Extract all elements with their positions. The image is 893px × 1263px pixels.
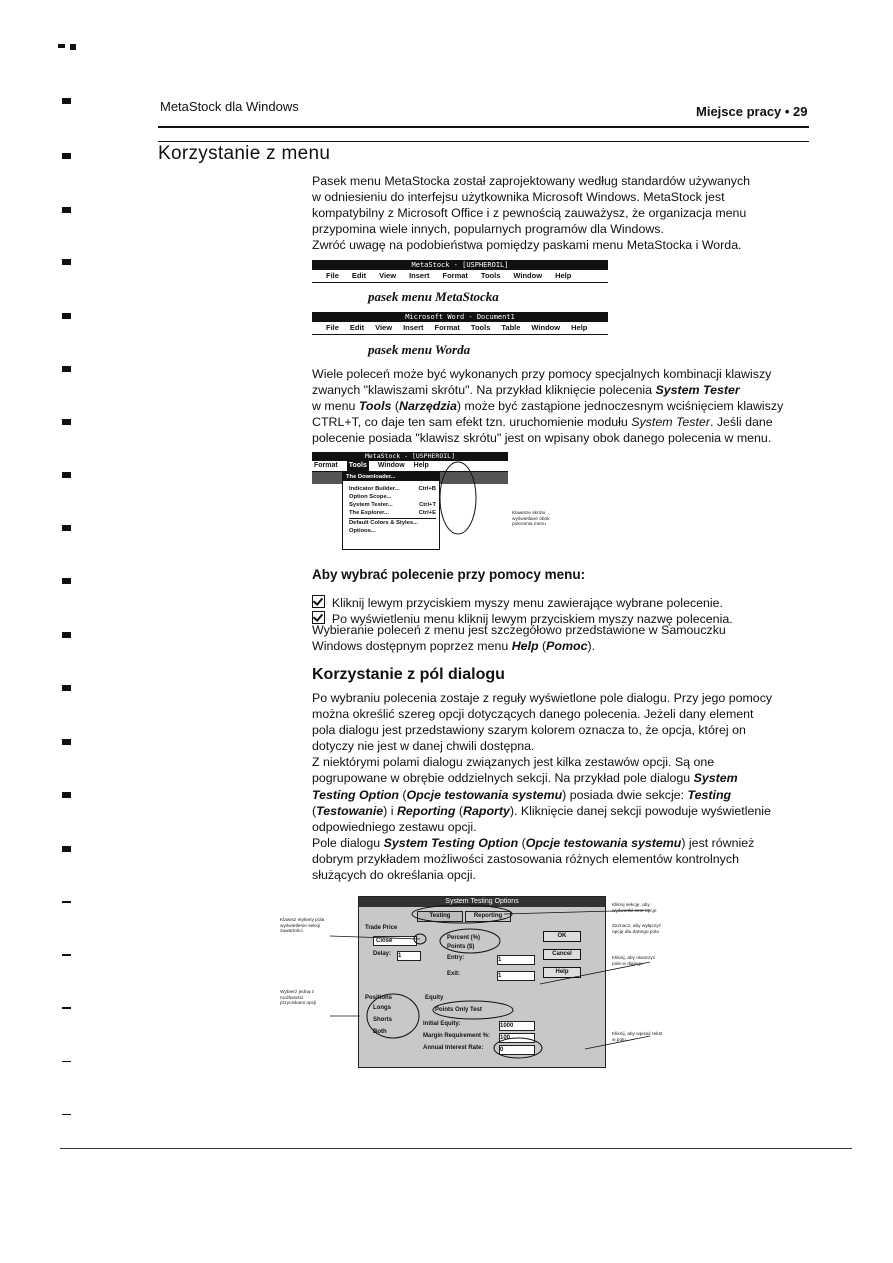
caption-metastock: pasek menu MetaStocka bbox=[368, 289, 499, 304]
annotation-right-1: Kliknij sekcję, aby wyświetlić inne opcje bbox=[612, 903, 657, 914]
menu-item-default-colors[interactable]: Default Colors & Styles... bbox=[349, 520, 418, 526]
section-rule bbox=[158, 141, 809, 142]
text-span: ) posiada dwie sekcje: bbox=[562, 787, 688, 802]
text-span: zwanych "klawiszami skrótu". Na przykład kliknięcie polecenia bbox=[312, 383, 656, 398]
check-icon bbox=[312, 595, 325, 608]
menu-insert[interactable]: Insert bbox=[403, 323, 424, 332]
highlight-ellipse bbox=[312, 452, 508, 552]
menu-tools[interactable]: Tools bbox=[470, 323, 491, 332]
text-span: pogrupowane w obrębie oddzielnych sekcji. Na przykład pole dialogu bbox=[312, 771, 694, 786]
menu-tools[interactable]: Tools bbox=[348, 462, 367, 469]
menu-item-label: Indicator Builder... bbox=[349, 486, 400, 492]
tab-reporting[interactable]: Reporting bbox=[465, 911, 511, 922]
longs-radio[interactable]: Longs bbox=[373, 1005, 391, 1011]
metastock-menubar bbox=[312, 260, 608, 284]
text-span: ( bbox=[312, 803, 317, 818]
text-line: przypomina wiele innych, popularnych programów dla Windows. bbox=[312, 222, 664, 237]
text-span: ) i bbox=[383, 803, 397, 818]
text-line: odpowiedniego zestawu opcji. bbox=[312, 819, 477, 834]
menu-window[interactable]: Window bbox=[531, 323, 561, 332]
annotation-right-3: Kliknij, aby otworzyć pole w dialogu bbox=[612, 956, 656, 967]
window-title: Microsoft Word - Document1 bbox=[312, 312, 608, 322]
text-line: Zwróć uwagę na podobieństwa pomiędzy paskami menu MetaStocka i Worda. bbox=[312, 238, 742, 253]
tab-testing[interactable]: Testing bbox=[417, 911, 463, 922]
dialog-paragraph bbox=[312, 690, 812, 883]
text-line: Pasek menu MetaStocka został zaprojektowany według standardów używanych bbox=[312, 174, 751, 188]
text-line: Z niektórymi polami dialogu związanych jest kilka zestawów opcji. Są one bbox=[312, 755, 715, 770]
menu-table[interactable]: Table bbox=[501, 323, 521, 332]
emphasis: System Tester bbox=[655, 383, 740, 398]
cancel-button[interactable]: Cancel bbox=[543, 949, 581, 960]
text-span: ( bbox=[391, 399, 399, 414]
emphasis: Reporting bbox=[396, 803, 456, 818]
menu-item-downloader[interactable]: The Downloader... bbox=[343, 473, 439, 481]
text-span: ( bbox=[455, 803, 464, 818]
annotation-left-1: Klawisz etykiety pola wyświetlenie sekcji zawartości bbox=[280, 918, 325, 934]
subheading-dialog: Korzystanie z pól dialogu bbox=[312, 666, 505, 683]
points-radio[interactable]: Points ($) bbox=[447, 944, 475, 950]
trade-price-select[interactable]: Close bbox=[373, 936, 417, 946]
exit-input[interactable]: 1 bbox=[497, 971, 535, 981]
exit-label: Exit: bbox=[447, 971, 461, 977]
menu-window[interactable]: Window bbox=[377, 462, 405, 469]
menu-item-label: Option Scope... bbox=[349, 494, 392, 500]
emphasis: Tools bbox=[358, 399, 392, 414]
shortcut-key: Ctrl+E bbox=[418, 510, 436, 516]
running-header-right: Miejsce pracy • 29 bbox=[696, 104, 808, 119]
menu-item-label: The Explorer... bbox=[349, 510, 389, 516]
text-line: Wiele poleceń może być wykonanych przy pomocy specjalnych kombinacji klawiszy bbox=[312, 367, 772, 381]
text-span: ) może być zastąpione jednoczesnym wciśnięciem klawiszy bbox=[456, 399, 784, 414]
menu-item-label: System Tester... bbox=[349, 502, 393, 508]
emphasis: Testowanie bbox=[316, 803, 384, 818]
callout-lines bbox=[300, 896, 680, 1076]
entry-input[interactable]: 1 bbox=[497, 955, 535, 965]
text-line bbox=[312, 414, 812, 430]
menu-items bbox=[312, 322, 608, 335]
check-icon bbox=[312, 611, 325, 624]
emphasis: Opcje testowania systemu bbox=[406, 787, 563, 802]
menu-help[interactable]: Help bbox=[413, 462, 429, 469]
text-span: CTRL+T, co daje ten sam efekt tzn. uruchomienie modułu bbox=[312, 415, 632, 430]
text-span: Pole dialogu bbox=[312, 835, 384, 850]
text-span: ). Kliknięcie danej sekcji powoduje wyświetlenie bbox=[509, 803, 771, 818]
emphasis: Opcje testowania systemu bbox=[525, 835, 682, 850]
emphasis: Help bbox=[511, 639, 539, 654]
menu-view[interactable]: View bbox=[379, 271, 397, 280]
text-span: w menu bbox=[312, 399, 359, 414]
running-header-left: MetaStock dla Windows bbox=[160, 99, 299, 114]
emphasis: System Tester bbox=[631, 415, 710, 430]
emphasis: Testing Option bbox=[312, 787, 399, 802]
shortcut-key: Ctrl+B bbox=[418, 486, 436, 492]
caption-word: pasek menu Worda bbox=[368, 342, 471, 357]
text-line: dotyczy nie jest w danej chwili dostępna. bbox=[312, 739, 535, 754]
text-span: ( bbox=[518, 835, 526, 850]
delay-input[interactable]: 1 bbox=[397, 951, 421, 961]
menu-help[interactable]: Help bbox=[555, 271, 572, 280]
menu-format[interactable]: Format bbox=[442, 271, 468, 280]
text-line bbox=[312, 382, 812, 398]
annotation-right-4: Kliknij, aby wpisać tekst w polu bbox=[612, 1032, 663, 1043]
margin-label: Margin Requirement %: bbox=[423, 1033, 491, 1039]
annotation-right-2: Zaznacz, aby wyłączyć opcję dla danego pola bbox=[612, 924, 662, 935]
word-menubar bbox=[312, 312, 608, 336]
text-span: Windows dostępnym poprzez menu bbox=[312, 639, 512, 654]
text-span: Po wyświetleniu menu kliknij lewym przyciskiem myszy nazwę polecenia. bbox=[331, 612, 733, 627]
header-rule bbox=[158, 126, 809, 128]
menu-window[interactable]: Window bbox=[513, 271, 543, 280]
text-line: dobrym przykładem możliwości zastosowania różnych elementów kontrolnych bbox=[312, 851, 739, 866]
menu-help[interactable]: Help bbox=[571, 323, 588, 332]
interest-label: Annual Interest Rate: bbox=[423, 1045, 484, 1051]
both-radio[interactable]: Both bbox=[373, 1029, 387, 1035]
trade-price-label: Trade Price bbox=[365, 925, 398, 931]
text-span: ) jest również bbox=[681, 835, 755, 850]
entry-label: Entry: bbox=[447, 955, 465, 961]
emphasis: Pomoc bbox=[546, 639, 588, 654]
annotation-left-2: Wybierz jedną z możliwości przyciskami opcji bbox=[280, 990, 317, 1006]
text-span: ). bbox=[587, 639, 596, 654]
page-bottom-rule bbox=[60, 1148, 852, 1149]
text-line: można określić szereg opcji dotyczących danego polecenia. Jeżeli dany element bbox=[312, 707, 754, 722]
text-line: polecenie posiada "klawisz skrótu" jest on wpisany obok danego polecenia w menu. bbox=[312, 431, 772, 446]
window-title: MetaStock - [USPHEROIL] bbox=[312, 260, 608, 270]
text-line bbox=[312, 803, 812, 819]
subheading-select: Aby wybrać polecenie przy pomocy menu: bbox=[312, 567, 586, 582]
checklist-item bbox=[312, 595, 812, 611]
text-line bbox=[312, 398, 812, 414]
equity-label: Equity bbox=[425, 995, 444, 1001]
emphasis: System Testing Option bbox=[383, 835, 519, 850]
text-line bbox=[312, 770, 812, 786]
menu-item-options[interactable]: Options... bbox=[349, 528, 376, 534]
menu-items bbox=[312, 270, 608, 283]
text-span: ( bbox=[398, 787, 407, 802]
menu-tools[interactable]: Tools bbox=[480, 271, 501, 280]
points-only-checkbox[interactable]: Points Only Test bbox=[435, 1007, 482, 1013]
menu-edit[interactable]: Edit bbox=[351, 271, 367, 280]
dialog-title: System Testing Options bbox=[359, 897, 605, 907]
text-line: kompatybilny z Microsoft Office i z pewnością zauważysz, że organizacja menu bbox=[312, 206, 747, 221]
text-span: . Jeśli dane bbox=[709, 415, 773, 430]
emphasis: Raporty bbox=[463, 803, 510, 818]
window-title: MetaStock - [USPHEROIL] bbox=[312, 452, 508, 461]
delay-label: Delay: bbox=[373, 951, 392, 957]
text-line bbox=[312, 787, 812, 803]
menu-format[interactable]: Format bbox=[314, 462, 338, 469]
emphasis: Testing bbox=[687, 787, 732, 802]
text-span: ( bbox=[538, 639, 547, 654]
shortcut-key: Ctrl+T bbox=[419, 502, 436, 508]
menu-insert[interactable]: Insert bbox=[409, 271, 430, 280]
shortcut-paragraph bbox=[312, 366, 812, 446]
menu-file[interactable]: File bbox=[326, 271, 339, 280]
tools-menu-screenshot bbox=[312, 452, 508, 552]
percent-radio[interactable]: Percent (%) bbox=[447, 935, 481, 941]
margin-input[interactable]: 100 bbox=[499, 1033, 535, 1043]
text-line bbox=[312, 835, 812, 851]
menu-view[interactable]: View bbox=[375, 323, 393, 332]
text-span: Kliknij lewym przyciskiem myszy menu zawierające wybrane polecenie. bbox=[331, 596, 724, 610]
initial-equity-input[interactable]: 1000 bbox=[499, 1021, 535, 1031]
menu-file[interactable]: File bbox=[326, 323, 339, 332]
checklist bbox=[312, 595, 812, 654]
annotation-shortcuts: Klawisze skrótu wyświetlane obok polecenia menu bbox=[512, 511, 550, 527]
section-title: Korzystanie z menu bbox=[158, 143, 331, 164]
initial-equity-label: Initial Equity: bbox=[423, 1021, 461, 1027]
menu-format[interactable]: Format bbox=[434, 323, 460, 332]
text-line: służących do określania opcji. bbox=[312, 868, 476, 883]
text-line: pola dialogu jest przedstawiony szarym kolorem oznacza to, że opcja, której on bbox=[312, 723, 746, 738]
text-line: Wybieranie poleceń z menu jest szczegółowo przedstawione w Samouczku bbox=[312, 623, 726, 638]
help-button[interactable]: Help bbox=[543, 967, 581, 978]
intro-paragraph bbox=[312, 173, 812, 253]
ok-button[interactable]: OK bbox=[543, 931, 581, 942]
text-line: Po wybraniu polecenia zostaje z reguły wyświetlone pole dialogu. Przy jego pomocy bbox=[312, 691, 773, 705]
shorts-radio[interactable]: Shorts bbox=[373, 1017, 393, 1023]
emphasis: System bbox=[693, 771, 738, 786]
emphasis: Narzędzia bbox=[399, 399, 457, 414]
text-line: w odniesieniu do interfejsu użytkownika Microsoft Windows. MetaStock jest bbox=[312, 190, 725, 205]
menu-edit[interactable]: Edit bbox=[349, 323, 365, 332]
interest-input[interactable]: 0 bbox=[499, 1045, 535, 1055]
text-line bbox=[312, 638, 812, 654]
positions-label: Positions bbox=[365, 995, 393, 1001]
